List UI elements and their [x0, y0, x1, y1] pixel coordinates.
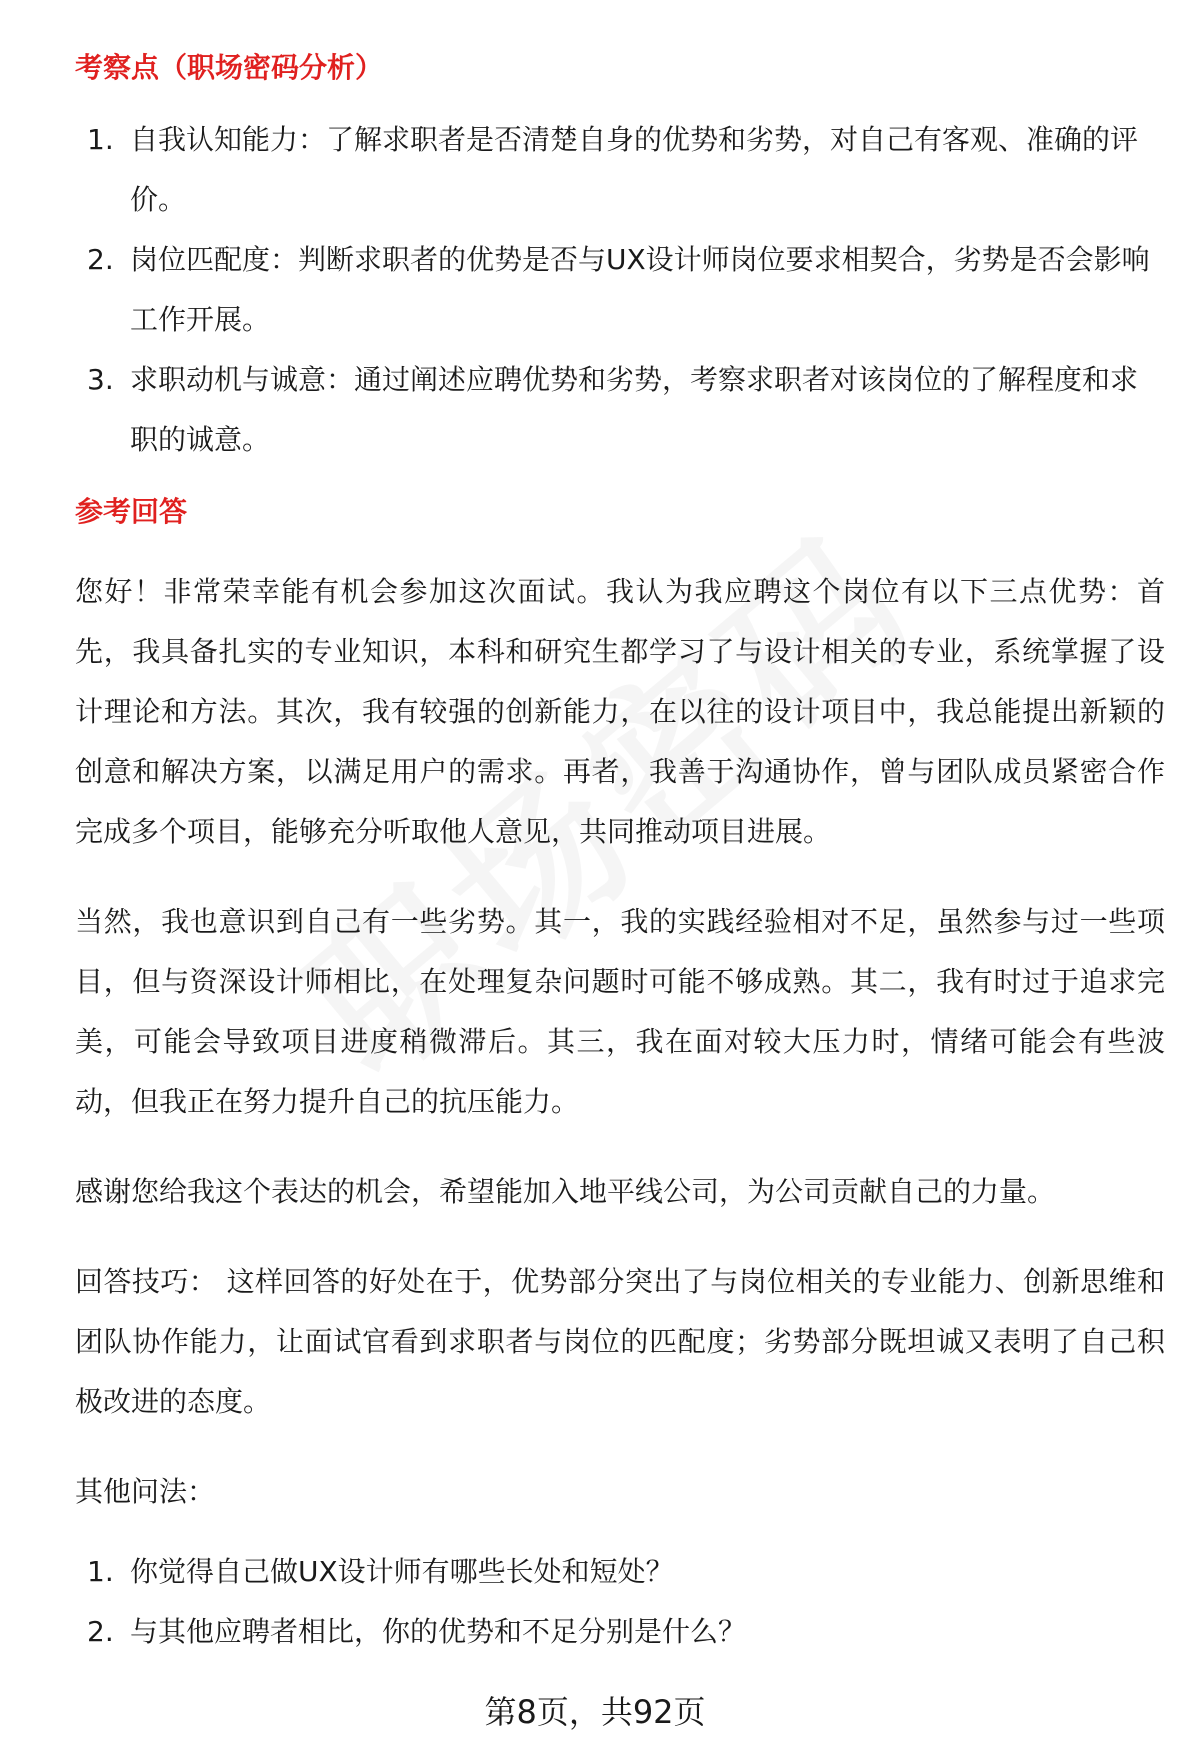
page-number-footer: 第8页，共92页: [484, 1693, 706, 1731]
answer-tips-paragraph: 回答技巧： 这样回答的好处在于，优势部分突出了与岗位相关的专业能力、创新思维和团队协作能力，让面试官看到求职者与岗位的匹配度；劣势部分既坦诚又表明了自己积极改进的态度。: [75, 1265, 1165, 1418]
list-item-text: 与其他应聘者相比，你的优势和不足分别是什么？: [130, 1615, 747, 1648]
list-item-number: 1.: [87, 123, 114, 156]
list-item: [75, 230, 1165, 350]
other-questions-title: 其他问法：: [75, 1475, 216, 1508]
list-item-text: 自我认知能力：了解求职者是否清楚自身的优势和劣势，对自己有客观、准确的评价。: [130, 123, 1139, 216]
points-list: [75, 110, 1165, 470]
list-item-number: 3.: [87, 363, 114, 396]
list-item: [75, 350, 1165, 470]
other-questions-list: [75, 1542, 1165, 1662]
list-item: [75, 110, 1165, 230]
answer-paragraph: 当然，我也意识到自己有一些劣势。其一，我的实践经验相对不足，虽然参与过一些项目，但与资深设计师相比，在处理复杂问题时可能不够成熟。其二，我有时过于追求完美，可能会导致项目进度稍微滞后。其三，我在面对较大压力时，情绪可能会有些波动，但我正在努力提升自己的抗压能力。: [75, 905, 1165, 1118]
page-content: [75, 48, 1165, 1662]
list-item-text: 求职动机与诚意：通过阐述应聘优势和劣势，考察求职者对该岗位的了解程度和求职的诚意。: [130, 363, 1139, 456]
list-item-number: 1.: [87, 1555, 114, 1588]
list-item: [75, 1542, 1165, 1602]
list-item: [75, 1602, 1165, 1662]
list-item-number: 2.: [87, 1615, 114, 1648]
answer-paragraph: 感谢您给我这个表达的机会，希望能加入地平线公司，为公司贡献自己的力量。: [75, 1175, 1056, 1208]
list-item-number: 2.: [87, 243, 114, 276]
section-heading-answer: 参考回答: [75, 495, 188, 528]
list-item-text: 你觉得自己做UX设计师有哪些长处和短处？: [130, 1555, 674, 1588]
list-item-text: 岗位匹配度：判断求职者的优势是否与UX设计师岗位要求相契合，劣势是否会影响工作开展。: [130, 243, 1150, 336]
answer-paragraph: 您好！非常荣幸能有机会参加这次面试。我认为我应聘这个岗位有以下三点优势：首先，我具备扎实的专业知识，本科和研究生都学习了与设计相关的专业，系统掌握了设计理论和方法。其次，我有较强的创新能力，在以往的设计项目中，我总能提出新颖的创意和解决方案，以满足用户的需求。再者，我善于沟通协作，曾与团队成员紧密合作完成多个项目，能够充分听取他人意见，共同推动项目进展。: [75, 575, 1165, 848]
section-heading-points: 考察点（职场密码分析）: [75, 51, 384, 84]
